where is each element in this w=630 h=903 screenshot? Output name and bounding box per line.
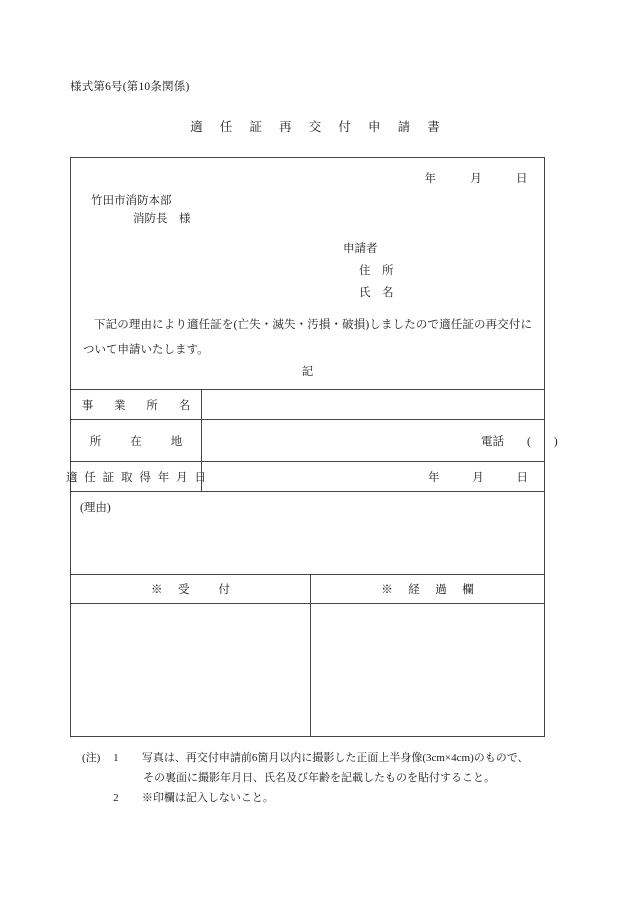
footnote-2-number: 2: [113, 792, 119, 804]
location-label: 所 在 地: [89, 435, 185, 448]
footnote-2-line1: ※印欄は記入しないこと。: [141, 792, 274, 804]
submission-date-day: 日: [516, 173, 528, 185]
business-name-label-cell: [71, 390, 202, 419]
application-form-box: [65, 157, 558, 737]
form-number: 様式第6号(第10条関係): [70, 81, 190, 93]
ki-mark: 記: [301, 366, 314, 378]
progress-header-cell: [311, 575, 544, 603]
certificate-date-value-cell[interactable]: [202, 462, 544, 491]
submission-date-month: 月: [470, 173, 483, 185]
location-label-cell: [71, 420, 202, 461]
footnote-marker: (注): [82, 752, 101, 764]
footnote-1-line2-row: [82, 768, 562, 788]
certificate-date-line: [428, 469, 528, 485]
addressee-organization: 竹田市消防本部: [91, 195, 172, 207]
application-body-sentence: 下記の理由により適任証を(亡失・滅失・汚損・破損)しましたので適任証の再交付について申請いたします。: [83, 319, 532, 356]
reason-area[interactable]: [71, 491, 544, 574]
business-name-value-cell[interactable]: [202, 390, 544, 419]
certificate-date-label-cell: [65, 462, 209, 491]
certificate-date-year: 年: [428, 471, 440, 484]
footnote-item-2: [82, 788, 562, 808]
footnote-1-number: 1: [113, 752, 119, 764]
addressee-title: 消防長 様: [133, 213, 191, 225]
form-upper-section: [71, 158, 544, 389]
applicant-name-label: 氏 名: [359, 287, 394, 299]
progress-body-cell[interactable]: [311, 604, 544, 736]
applicant-heading: 申請者: [343, 243, 378, 255]
footnote-1-line2: その裏面に撮影年月日、氏名及び年齢を記載したものを貼付すること。: [143, 772, 495, 784]
telephone-label: 電話 ( ): [481, 435, 558, 448]
submission-date-year: 年: [424, 173, 437, 185]
table-row-location: [71, 419, 558, 461]
footnote-1-line1: 写真は、再交付申請前6箇月以内に撮影した正面上半身像(3cm×4cm)のもので、: [141, 752, 529, 764]
applicant-block: [343, 238, 394, 304]
table-row-certificate-date: [65, 461, 544, 491]
business-name-label: 事 業 所 名: [81, 399, 200, 412]
certificate-date-label: 適 任 証 取 得 年 月 日: [65, 471, 209, 484]
location-value-cell[interactable]: [202, 420, 558, 461]
certificate-date-day: 日: [516, 471, 528, 484]
official-use-header-row: [71, 574, 544, 603]
applicant-address-label: 住 所: [359, 265, 394, 277]
submission-date-line: [425, 170, 529, 186]
document-title: 適 任 証 再 交 付 申 請 書: [190, 120, 447, 134]
footnotes: [82, 748, 562, 808]
receipt-header-label: ※ 受 付: [151, 584, 232, 596]
table-row-business-name: [71, 389, 544, 419]
receipt-body-cell[interactable]: [71, 604, 311, 736]
progress-header-label: ※ 経 過 欄: [381, 584, 476, 596]
application-body-text: [83, 313, 532, 363]
footnote-item-1: [82, 748, 562, 768]
official-use-body-row: [71, 603, 544, 736]
reason-label: (理由): [80, 502, 111, 514]
certificate-date-month: 月: [472, 471, 484, 484]
receipt-header-cell: [71, 575, 311, 603]
